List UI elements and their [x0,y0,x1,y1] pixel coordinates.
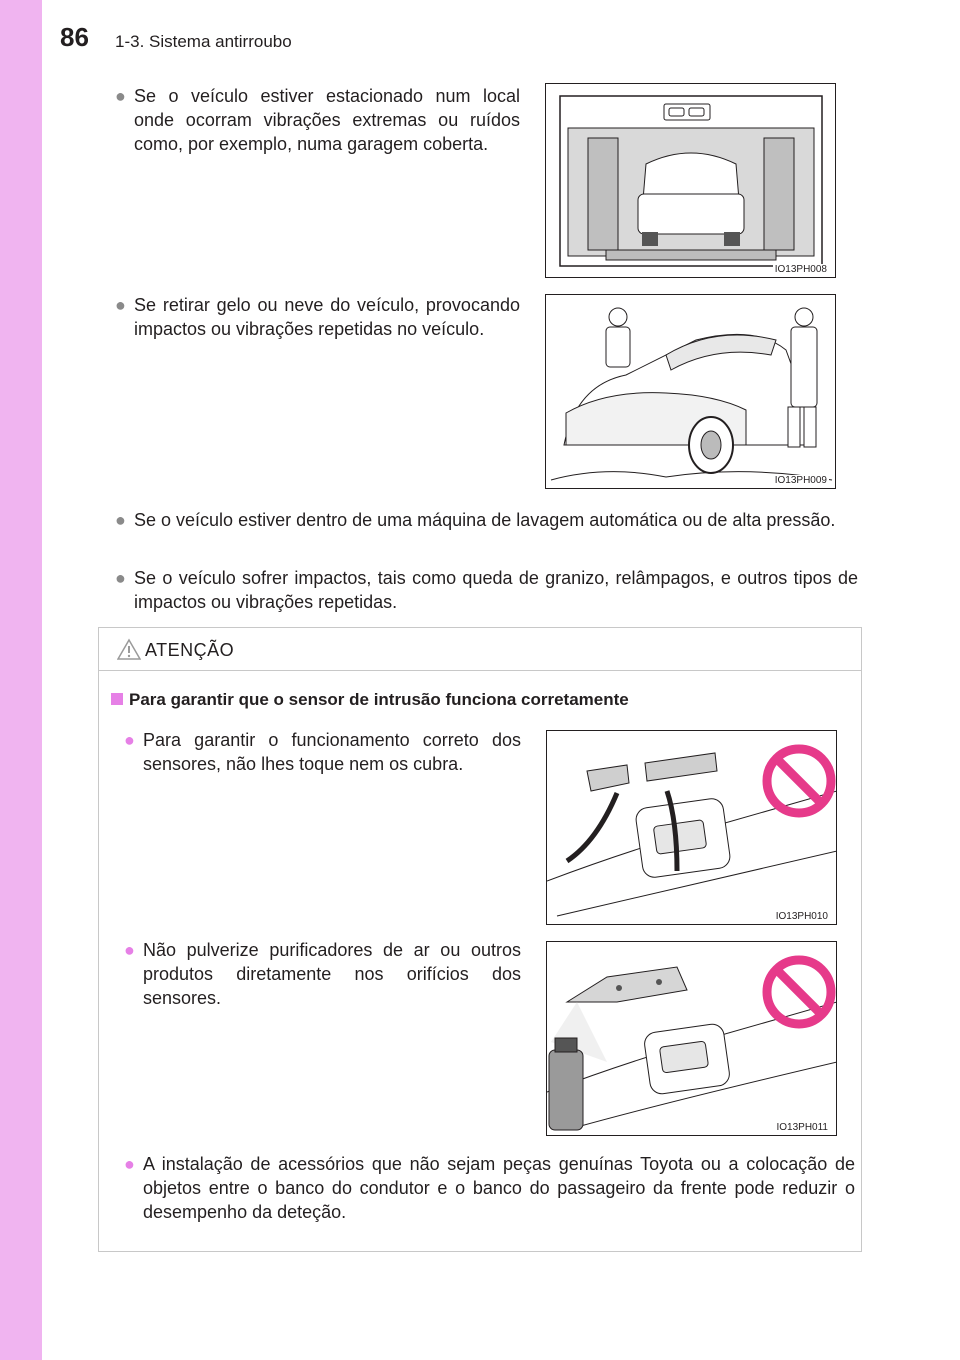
snow-removal-illustration [546,295,836,489]
bullet-icon: ● [124,1154,135,1174]
page-number: 86 [60,22,89,52]
sensor-touch-illustration [547,731,837,925]
caution-item-accessories [124,1152,855,1224]
bullet-icon: ● [115,86,126,106]
spray-illustration [547,942,837,1136]
figure-code: IO13PH009 [774,475,827,486]
figure-code: IO13PH011 [776,1122,828,1133]
bullet-text: Se o veículo estiver estacionado num local onde ocorram vibrações extremas ou ruídos como, por exemplo, numa garagem coberta. [134,86,520,154]
bullet-impacts [115,566,858,614]
bullet-icon: ● [115,295,126,315]
bullet-icon: ● [124,940,135,960]
bullet-icon: ● [124,730,135,750]
caution-header [99,628,861,671]
bullet-car-wash [115,508,858,532]
car-wash-illustration [546,84,836,278]
section-title: 1-3. Sistema antirroubo [115,32,292,51]
figure-snow-removal [545,294,836,489]
bullet-text: Não pulverize purificadores de ar ou outros produtos diretamente nos orifícios dos sensores. [143,940,521,1008]
caution-box [98,627,862,1252]
figure-spray [546,941,837,1136]
caution-item-spray [124,938,521,1010]
page-sidebar-tab [0,0,42,1360]
bullet-parked-vibration [115,84,520,156]
figure-code: IO13PH010 [775,911,828,922]
figure-sensor-touch [546,730,837,925]
bullet-text: A instalação de acessórios que não sejam peças genuínas Toyota ou a colocação de objetos entre o banco do condutor e o banco do passageiro da frente pode reduzir o desempenho da deteção. [143,1154,855,1222]
bullet-icon: ● [115,568,126,588]
square-bullet-icon [111,693,123,705]
caution-subheading [111,690,629,710]
caution-label: ATENÇÃO [145,640,235,660]
bullet-text: Se o veículo sofrer impactos, tais como queda de granizo, relâmpagos, e outros tipos de impactos ou vibrações repetidas. [134,568,858,612]
bullet-text: Para garantir o funcionamento correto dos sensores, não lhes toque nem os cubra. [143,730,521,774]
bullet-text: Se o veículo estiver dentro de uma máquina de lavagem automática ou de alta pressão. [134,510,836,530]
figure-code: IO13PH008 [774,264,827,275]
bullet-text: Se retirar gelo ou neve do veículo, provocando impactos ou vibrações repetidas no veículo. [134,295,520,339]
warning-triangle-icon [117,638,141,660]
figure-car-wash [545,83,836,278]
bullet-icon: ● [115,510,126,530]
caution-item-touch [124,728,521,776]
subheading-text: Para garantir que o sensor de intrusão funciona corretamente [129,690,629,709]
bullet-snow-removal [115,293,520,341]
